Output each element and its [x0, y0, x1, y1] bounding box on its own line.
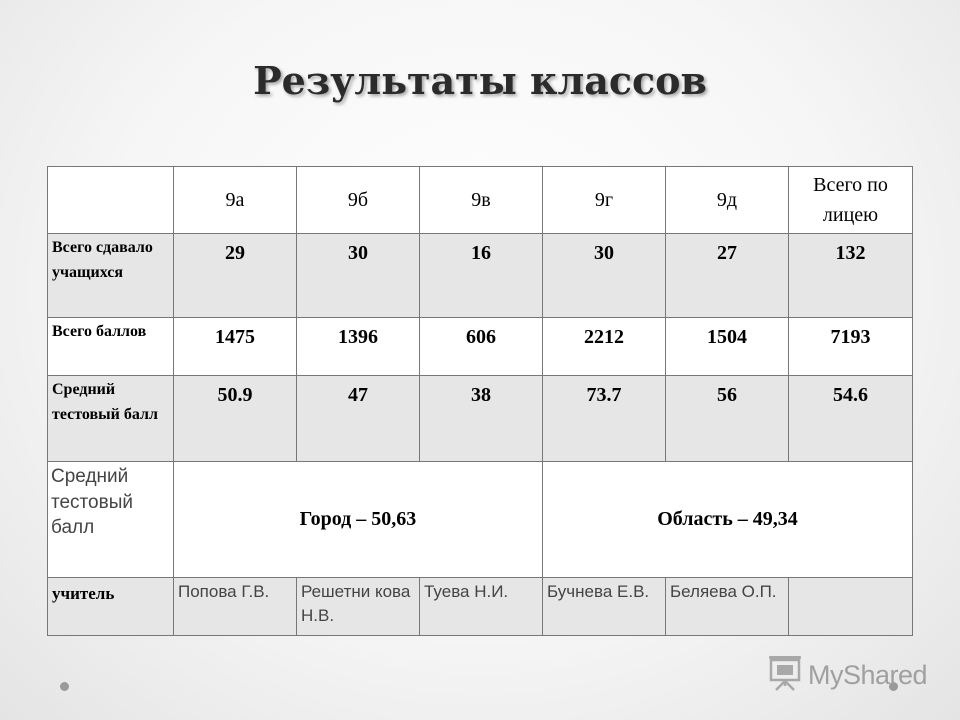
table-cell: 1475 — [174, 318, 297, 376]
table-cell: 30 — [543, 234, 666, 318]
teacher-cell: Бучнева Е.В. — [543, 578, 666, 636]
table-cell: 606 — [420, 318, 543, 376]
header-cell: Всего по лицею — [789, 167, 913, 234]
teacher-cell: Решетни кова Н.В. — [297, 578, 420, 636]
teacher-cell: Попова Г.В. — [174, 578, 297, 636]
table-cell: 27 — [666, 234, 789, 318]
teacher-row — [48, 578, 913, 636]
city-average-cell: Город – 50,63 — [174, 462, 543, 578]
table-cell: 38 — [420, 376, 543, 462]
table-row — [48, 234, 913, 318]
table-cell: 1504 — [666, 318, 789, 376]
table-cell: 29 — [174, 234, 297, 318]
table-cell: 50.9 — [174, 376, 297, 462]
table-row — [48, 376, 913, 462]
header-cell: 9г — [543, 167, 666, 234]
table-row — [48, 318, 913, 376]
table-cell: 47 — [297, 376, 420, 462]
presentation-board-icon — [768, 655, 802, 696]
table-cell: 7193 — [789, 318, 913, 376]
header-cell: 9в — [420, 167, 543, 234]
header-empty-cell — [48, 167, 174, 234]
header-cell: 9а — [174, 167, 297, 234]
row-label: учитель — [48, 578, 174, 636]
teacher-cell: Туева Н.И. — [420, 578, 543, 636]
row-label: Всего баллов — [48, 318, 174, 376]
table-cell: 73.7 — [543, 376, 666, 462]
table-cell: 30 — [297, 234, 420, 318]
header-cell: 9д — [666, 167, 789, 234]
decorative-dot — [60, 682, 69, 691]
comparison-row — [48, 462, 913, 578]
region-average-cell: Область – 49,34 — [543, 462, 913, 578]
row-label: Всего сдавало учащихся — [48, 234, 174, 318]
teacher-cell — [789, 578, 913, 636]
table-cell: 54.6 — [789, 376, 913, 462]
teacher-cell: Беляева О.П. — [666, 578, 789, 636]
results-table — [47, 166, 913, 636]
table-cell: 132 — [789, 234, 913, 318]
table-cell: 56 — [666, 376, 789, 462]
table-cell: 16 — [420, 234, 543, 318]
table-cell: 2212 — [543, 318, 666, 376]
row-label: Средний тестовый балл — [48, 462, 174, 578]
logo-text: MyShared — [808, 659, 928, 690]
myshared-logo[interactable] — [768, 655, 927, 695]
row-label: Средний тестовый балл — [48, 376, 174, 462]
header-cell: 9б — [297, 167, 420, 234]
table-cell: 1396 — [297, 318, 420, 376]
page-title: Результаты классов — [253, 58, 707, 103]
table-header-row — [48, 167, 913, 234]
